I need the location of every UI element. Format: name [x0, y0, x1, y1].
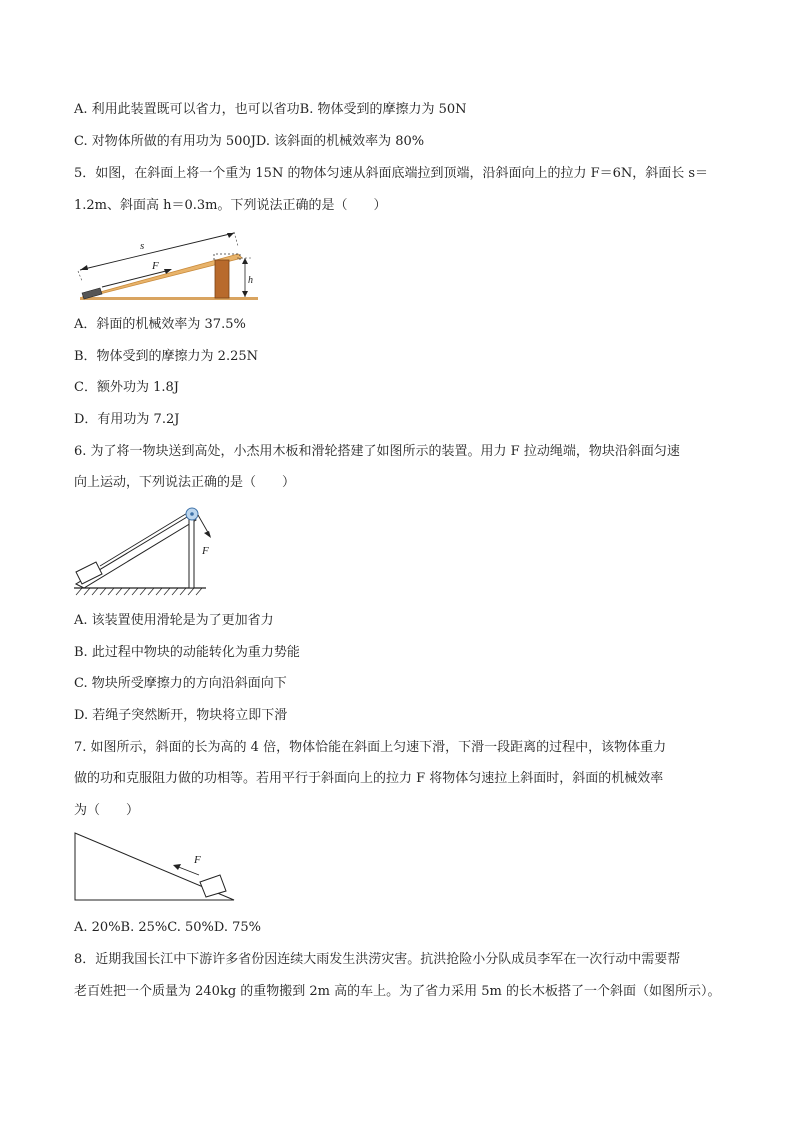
- q5-option-a: A．斜面的机械效率为 37.5%: [74, 317, 246, 332]
- label-s: s: [140, 240, 145, 252]
- label-F: F: [194, 854, 201, 866]
- force-arrow: [176, 866, 199, 875]
- q6-stem-line-2: 向上运动，下列说法正确的是（ ）: [74, 475, 296, 490]
- q7-stem-line-2: 做的功和克服阻力做的功相等。若用平行于斜面向上的拉力 F 将物体匀速拉上斜面时，斜面的机械效率: [74, 771, 664, 786]
- force-arrowhead: [173, 864, 181, 870]
- force-arrowhead: [204, 531, 211, 538]
- q5-stem-line-1: 5．如图，在斜面上将一个重为 15N 的物体匀速从斜面底端拉到顶端，沿斜面向上的拉力 F＝6N，斜面长 s＝: [74, 166, 709, 181]
- q5-stem-line-2: 1.2m、斜面高 h＝0.3m。下列说法正确的是（ ）: [74, 198, 387, 213]
- h-arrowhead-top: [242, 258, 248, 264]
- q5-incline-figure: [74, 225, 264, 305]
- ground-line: [80, 297, 258, 300]
- s-arrowhead-right: [227, 233, 234, 238]
- s-extension-right: [234, 232, 238, 246]
- label-F: F: [152, 260, 159, 272]
- q6-option-b: B. 此过程中物块的动能转化为重力势能: [74, 645, 300, 660]
- q6-stem-line-1: 6. 为了将一物块送到高处，小杰用木板和滑轮搭建了如图所示的装置。用力 F 拉动绳端，物块沿斜面匀速: [74, 444, 680, 459]
- block: [76, 562, 102, 584]
- q7-stem-line-3: 为（ ）: [74, 803, 140, 818]
- q6-pulley-figure: [72, 500, 212, 600]
- rope: [100, 512, 189, 566]
- q6-option-a: A. 该装置使用滑轮是为了更加省力: [74, 613, 274, 628]
- q8-stem-line-2: 老百姓把一个质量为 240kg 的重物搬到 2m 高的车上。为了省力采用 5m 的长木板搭了一个斜面（如图所示）。: [74, 984, 721, 999]
- q5-option-d: D．有用功为 7.2J: [74, 412, 180, 427]
- q4-option-line-1: A. 利用此装置既可以省力，也可以省功B. 物体受到的摩擦力为 50N: [74, 102, 467, 117]
- q5-option-c: C．额外功为 1.8J: [74, 380, 179, 395]
- ground-hatching: [76, 588, 202, 595]
- label-F: F: [202, 545, 209, 557]
- q6-option-d: D. 若绳子突然断开，物块将立即下滑: [74, 708, 288, 723]
- q7-options: A. 20%B. 25%C. 50%D. 75%: [74, 920, 262, 935]
- s-extension-left: [78, 271, 82, 281]
- vertical-post: [189, 516, 194, 588]
- q5-option-b: B．物体受到的摩擦力为 2.25N: [74, 349, 259, 364]
- q4-option-line-2: C. 对物体所做的有用功为 500JD. 该斜面的机械效率为 80%: [74, 134, 425, 149]
- s-arrowhead-left: [80, 265, 88, 270]
- label-h: h: [248, 275, 253, 286]
- h-arrowhead-bottom: [242, 291, 248, 297]
- q6-option-c: C. 物块所受摩擦力的方向沿斜面向下: [74, 676, 287, 691]
- q7-incline-figure: [72, 830, 242, 905]
- support-block: [215, 260, 229, 298]
- q8-stem-line-1: 8．近期我国长江中下游许多省份因连续大雨发生洪涝灾害。抗洪抢险小分队成员李军在一次行动中需要帮: [74, 952, 681, 967]
- q7-stem-line-1: 7. 如图所示，斜面的长为高的 4 倍，物体恰能在斜面上匀速下滑，下滑一段距离的过程中，该物体重力: [74, 740, 667, 755]
